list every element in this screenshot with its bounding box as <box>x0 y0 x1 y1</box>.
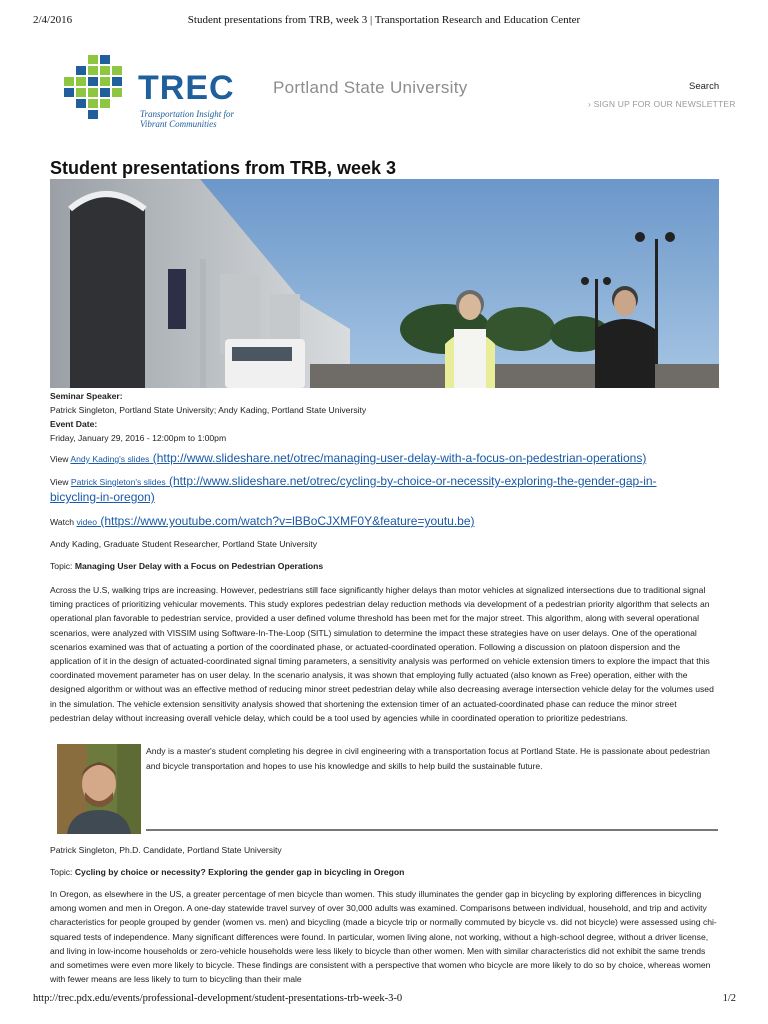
print-title: Student presentations from TRB, week 3 | Transportation Research and Education Center <box>187 14 581 26</box>
trec-logo-word: TREC <box>138 69 235 107</box>
andy-slides-url[interactable]: (http://www.slideshare.net/otrec/managing-user-delay-with-a-focus-on-pedestrian-operations) <box>149 451 647 465</box>
newsletter-signup-link[interactable]: › SIGN UP FOR OUR NEWSLETTER <box>588 99 736 109</box>
trec-logo-tagline <box>140 109 250 129</box>
logo-tagline-1: Transportation Insight for <box>140 109 235 119</box>
topic-label-1: Topic: <box>50 561 75 571</box>
seminar-speaker-value: Patrick Singleton, Portland State University; Andy Kading, Portland State University <box>50 405 367 415</box>
abstract-2: In Oregon, as elsewhere in the US, a greater percentage of men bicycle than women. This study illuminates the gender gap in bicycling by exploring differences in bicycling among women and men in Oregon. A one-day statewide travel survey of over 30,000 adults was examined. Comparisons between individual, household, and trip and activity characteristics for people grouped by gender (women vs. men) and bicycling (made a bicycle trip or normally commuted by bicycle vs. did not bicycle) were assessed using chi-squared tests of independence. Many significant differences were found. In particular, women living alone, not working, without a high-school degree, without a driver license, and living in low-income households or zero-vehicle households were less likely to bicycle than other women. Men with similar characteristics did not exhibit the same trends and sometimes were even more likely to bicycle. These findings are consistent with a perspective that women who bicycle are more likely to do so by choice, whereas women with fewer means are less likely to turn to bicycling than their male <box>50 889 717 985</box>
video-url[interactable]: (https://www.youtube.com/watch?v=lBBoCJXMF0Y&feature=youtu.be) <box>96 514 475 528</box>
event-date-label: Event Date: <box>50 419 98 429</box>
event-date-value: Friday, January 29, 2016 - 12:00pm to 1:00pm <box>50 433 227 443</box>
topic-2-title: Cycling by choice or necessity? Exploring the gender gap in bicycling in Oregon <box>74 867 405 877</box>
event-details <box>50 389 718 445</box>
speaker-2-line: Patrick Singleton, Ph.D. Candidate, Portland State University <box>50 845 282 855</box>
topic-2 <box>50 865 718 879</box>
print-url: http://trec.pdx.edu/events/professional-development/student-presentations-trb-week-3-0 <box>33 993 403 1004</box>
seminar-speaker-label: Seminar Speaker: <box>50 391 123 401</box>
topic-1-title: Managing User Delay with a Focus on Pedestrian Operations <box>74 561 324 571</box>
andy-kading-photo <box>57 744 141 834</box>
speaker-1-line: Andy Kading, Graduate Student Researcher, Portland State University <box>50 539 318 549</box>
video-link[interactable]: video <box>76 517 97 527</box>
topic-1 <box>50 559 718 573</box>
logo-tagline-2: Vibrant Communities <box>140 119 217 129</box>
abstract-1: Across the U.S, walking trips are increasing. However, pedestrians still face significantly higher delays than motor vehicles at signalized intersections due to traditional signal timing practices of prioritizing vehicular movements. This study explores pedestrian delay reduction methods via development of a pedestrian priority algorithm that selects an operational plan favorable to pedestrian service, provided a user defined volume threshold has been met for the major street. This algorithm, along with several operational scenarios, were analyzed with VISSIM using Software-In-The-Loop (SITL) simulation to determine the impact these strategies have on user delays. One of the operational scenarios examined was that of actuating a portion of the coordinated phase, or actuated-coordinated operation. Following a discussion on platoon dispersion and the application of it in the design of actuated-coordinated signal timing parameters, a sensitivity analysis was performed on vehicle extension timers to explore the impact that this coordinated movement parameter has on user delay. In the scenario analysis, it was shown that employing fully actuated (also known as Free) operation, either with the designed algorithm or without was an effective method of reducing minor street pedestrian delay while also decreasing average intersection vehicle delay for the volumes used in the simulation. The vehicle extension sensitivity analysis showed that shortening the extension timer of an actuated-coordinated phase can reduce the minor street pedestrian delay without increasing overall vehicle delay, which could be a tool used by agencies while in coordinated operation to prioritize pedestrians. <box>50 585 714 723</box>
patrick-slides-link[interactable]: Patrick Singleton's slides <box>70 477 166 487</box>
print-header <box>0 14 768 28</box>
watch-prefix: Watch <box>50 517 77 527</box>
print-page-count: 1/2 <box>722 993 736 1004</box>
topic-label-2: Topic: <box>50 867 75 877</box>
print-footer <box>0 993 768 1007</box>
university-name[interactable]: Portland State University <box>273 78 468 97</box>
view-prefix-2: View <box>50 477 71 487</box>
slides-link-row-1 <box>50 451 718 466</box>
view-prefix-1: View <box>50 454 71 464</box>
slides-link-row-2 <box>50 474 718 506</box>
bio-divider <box>146 829 718 831</box>
print-date: 2/4/2016 <box>33 14 73 26</box>
patrick-slides-url-1[interactable]: (http://www.slideshare.net/otrec/cycling-by-choice-or-necessity-exploring-the-gender-gap-in- <box>165 474 657 488</box>
trec-logo-mark <box>58 55 130 121</box>
patrick-slides-url-2[interactable]: bicycling-in-oregon) <box>50 490 155 504</box>
trec-logo[interactable] <box>58 55 238 130</box>
hero-photo <box>50 179 719 388</box>
andy-bio: Andy is a master's student completing his degree in civil engineering with a transportation focus at Portland State. He is passionate about pedestrian and bicycle transportation and hopes to use his knowledge and skills to help build the sustainable future. <box>146 746 710 771</box>
video-link-row <box>50 514 718 529</box>
andy-slides-link[interactable]: Andy Kading's slides <box>70 454 150 464</box>
search-link[interactable]: Search <box>689 81 720 92</box>
page-title: Student presentations from TRB, week 3 <box>50 158 397 178</box>
